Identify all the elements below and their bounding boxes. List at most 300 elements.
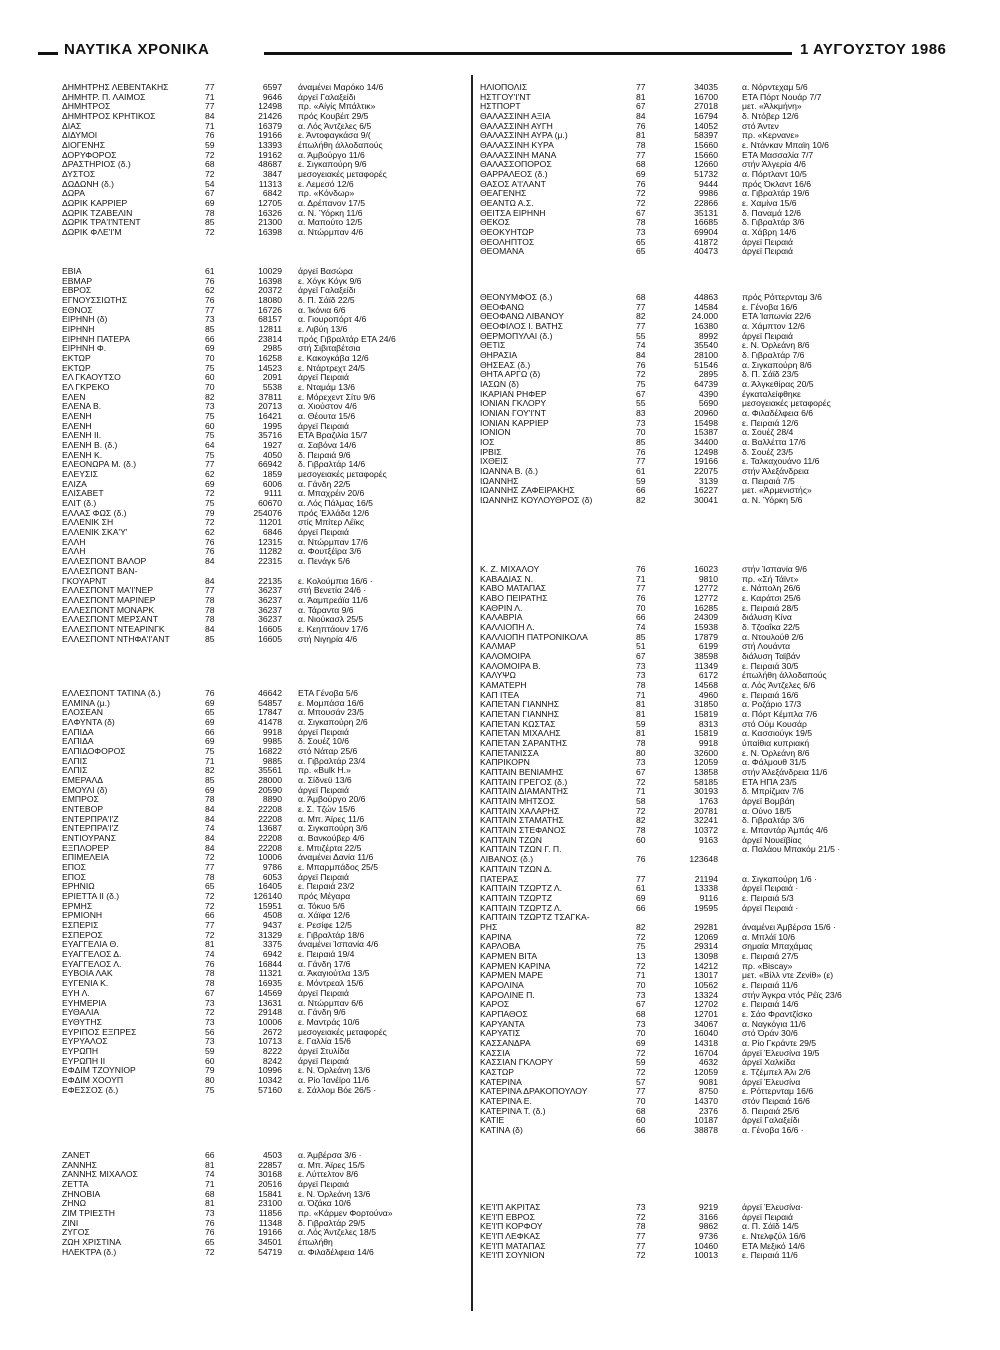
table-row bbox=[480, 380, 932, 390]
ship-name: ΘΕΤΙΣ bbox=[480, 341, 506, 351]
ship-name: ΕΛΠΙΔΑ bbox=[62, 737, 94, 747]
build-year: 73 bbox=[636, 228, 646, 238]
ship-name: ΕΡΜΗΣ bbox=[62, 901, 93, 911]
table-row bbox=[62, 83, 462, 93]
status: ε. Ρόττερνταμ 16/6 bbox=[742, 1087, 814, 1097]
tonnage: 5538 bbox=[262, 383, 282, 393]
build-year: 73 bbox=[636, 661, 646, 671]
tonnage: 16700 bbox=[694, 92, 718, 102]
build-year: 72 bbox=[636, 1212, 646, 1222]
table-row bbox=[62, 960, 462, 970]
table-row bbox=[62, 873, 462, 883]
ship-name: ΕΛ ΓΚΡΕΚΟ bbox=[62, 383, 110, 393]
table-row bbox=[480, 623, 932, 633]
tonnage: 38598 bbox=[694, 652, 718, 662]
table-row bbox=[62, 112, 462, 122]
table-row bbox=[480, 875, 932, 885]
tonnage: 17879 bbox=[694, 632, 718, 642]
ship-name: ΕΘΝΟΣ bbox=[62, 305, 93, 315]
ship-name: ΕΜΟΥΛΙ (δ) bbox=[62, 785, 108, 795]
build-year: 71 bbox=[205, 756, 215, 766]
tonnage: 123648 bbox=[689, 855, 718, 865]
tonnage: 17847 bbox=[258, 708, 282, 718]
ship-name: ΘΑΛΑΣΣΟΠΟΡΟΣ bbox=[480, 160, 552, 170]
build-year: 85 bbox=[636, 632, 646, 642]
tonnage: 19166 bbox=[258, 131, 282, 141]
table-row bbox=[480, 971, 932, 981]
table-row bbox=[62, 364, 462, 374]
ship-name: ΙΩΑΝΝΑ Β. (δ.) bbox=[480, 467, 539, 477]
ship-list-block bbox=[480, 565, 932, 1136]
status: στήν Άλγερία 4/6 bbox=[742, 160, 806, 170]
table-row bbox=[62, 489, 462, 499]
table-row bbox=[480, 797, 932, 807]
ship-name: ΕΛΛΗ bbox=[62, 547, 86, 557]
tonnage: 10713 bbox=[258, 1037, 282, 1047]
status: α. Γιβραλτάρ 19/6 bbox=[742, 189, 810, 199]
build-year: 72 bbox=[205, 1008, 215, 1018]
build-year: 68 bbox=[636, 160, 646, 170]
table-row bbox=[62, 911, 462, 921]
build-year: 81 bbox=[636, 92, 646, 102]
build-year: 66 bbox=[205, 727, 215, 737]
ship-name: ΗΣΤΠΟΡΤ bbox=[480, 102, 521, 112]
build-year: 76 bbox=[636, 360, 646, 370]
table-row bbox=[62, 1018, 462, 1028]
table-row bbox=[480, 247, 932, 257]
build-year: 62 bbox=[205, 528, 215, 538]
tonnage: 15660 bbox=[694, 141, 718, 151]
table-row bbox=[480, 584, 932, 594]
tonnage: 2091 bbox=[262, 373, 282, 383]
table-row bbox=[62, 776, 462, 786]
table-row bbox=[62, 834, 462, 844]
status: πρ. «Bulk H.» bbox=[298, 766, 351, 776]
status: α. Ντώρμπαν 17/6 bbox=[298, 537, 368, 547]
table-row bbox=[62, 528, 462, 538]
ship-name: ΚΑΠΤΑΙΝ ΔΙΑΜΑΝΤΗΣ bbox=[480, 787, 569, 797]
status: δ. Μπρίζμαν 7/6 bbox=[742, 787, 804, 797]
status: άργεϊ Έλευσίνα 19/5 bbox=[742, 1048, 820, 1058]
ship-name: ΛΙΒΑΝΟΣ (δ.) bbox=[480, 855, 534, 865]
table-row bbox=[480, 933, 932, 943]
status: α. Βαλλέττα 17/6 bbox=[742, 438, 806, 448]
table-row bbox=[62, 538, 462, 548]
build-year: 82 bbox=[636, 496, 646, 506]
build-year: 76 bbox=[205, 296, 215, 306]
tonnage: 16421 bbox=[258, 412, 282, 422]
status: ε. Ντελφζύλ 16/6 bbox=[742, 1232, 806, 1242]
build-year: 81 bbox=[636, 710, 646, 720]
ship-name: ΕΛΠΙΔΑ bbox=[62, 727, 94, 737]
table-row bbox=[62, 557, 462, 567]
ship-name: ΕΛ ΓΚΑΟΥΤΣΟ bbox=[62, 373, 121, 383]
ship-name: ΚΕ'Ι'Π ΜΑΤΑΠΑΣ bbox=[480, 1241, 546, 1251]
tonnage: 13324 bbox=[694, 990, 718, 1000]
build-year: 73 bbox=[636, 671, 646, 681]
ship-name: ΕΝΤΙΟΥΡΑΝΣ bbox=[62, 834, 117, 844]
ship-name: ΕΛΛΕΣΠΟΝΤ ΝΤΕΑΡΙΝΓΚ bbox=[62, 624, 165, 634]
ship-name: ΕΥΑΓΓΕΛΟΣ Δ. bbox=[62, 950, 122, 960]
ship-name: ΕΥΡΩΠΗ ΙΙ bbox=[62, 1056, 106, 1066]
tonnage: 12705 bbox=[258, 199, 282, 209]
status: α. Πενάγκ 5/6 bbox=[298, 557, 350, 567]
build-year: 77 bbox=[636, 322, 646, 332]
tonnage: 20960 bbox=[694, 409, 718, 419]
build-year: 58 bbox=[636, 797, 646, 807]
ship-name: ΖΩΗ ΧΡΙΣΤΙΝΑ bbox=[62, 1238, 122, 1248]
table-row bbox=[480, 238, 932, 248]
tonnage: 9918 bbox=[262, 727, 282, 737]
table-row bbox=[480, 981, 932, 991]
build-year: 66 bbox=[636, 613, 646, 623]
table-row bbox=[62, 441, 462, 451]
status: α. Σουέζ 28/4 bbox=[742, 428, 794, 438]
status: α. Ίκόνια 6/6 bbox=[298, 305, 346, 315]
ship-name: ΚΑΠΤΑΙΝ ΤΖΩΝ Δ. bbox=[480, 864, 553, 874]
ship-name: ΖΕΤΤΑ bbox=[62, 1180, 89, 1190]
ship-name: ΖΗΝΟΒΙΑ bbox=[62, 1189, 101, 1199]
status: ε. Σιγκαπούρη 9/6 bbox=[298, 160, 367, 170]
build-year: 84 bbox=[205, 112, 215, 122]
table-row bbox=[480, 749, 932, 759]
table-row bbox=[480, 681, 932, 691]
build-year: 77 bbox=[636, 1241, 646, 1251]
ship-name: ΚΑΤΕΡΙΝΑ Ε. bbox=[480, 1096, 532, 1106]
ship-name: ΚΕ'Ι'Π ΛΕΦΚΑΣ bbox=[480, 1232, 541, 1242]
build-year: 85 bbox=[636, 438, 646, 448]
build-year: 78 bbox=[636, 1222, 646, 1232]
status: α. Χάβρη 14/6 bbox=[742, 228, 797, 238]
ship-name: ΕΛΛΕΣΠΟΝΤ ΝΤΗΦΑ'Ι'ΑΝΤ bbox=[62, 634, 170, 644]
table-row bbox=[480, 228, 932, 238]
table-row bbox=[480, 642, 932, 652]
status: άναμένει Δανία 11/6 bbox=[298, 853, 374, 863]
status: στό Άντεν bbox=[742, 121, 779, 131]
ship-name: ΚΑΛΜΑΡ bbox=[480, 642, 516, 652]
table-row bbox=[480, 438, 932, 448]
table-row bbox=[62, 412, 462, 422]
ship-name: ΕΛΛΕΣΠΟΝΤ ΜΕΡΣΑΝΤ bbox=[62, 615, 158, 625]
status: διάλυση Κίνα bbox=[742, 613, 792, 623]
tonnage: 1995 bbox=[262, 421, 282, 431]
status: α. Τάραντα 9/6 bbox=[298, 605, 354, 615]
build-year: 82 bbox=[205, 766, 215, 776]
build-year: 72 bbox=[205, 150, 215, 160]
table-row bbox=[480, 855, 932, 865]
tonnage: 30041 bbox=[694, 496, 718, 506]
table-row bbox=[62, 1180, 462, 1190]
ship-name: ΚΑΣΣΙΑ bbox=[480, 1048, 511, 1058]
tonnage: 13017 bbox=[694, 971, 718, 981]
tonnage: 22857 bbox=[258, 1160, 282, 1170]
table-row bbox=[62, 499, 462, 509]
status: ε. Πειραιά 11/6 bbox=[742, 980, 798, 990]
build-year: 62 bbox=[205, 470, 215, 480]
build-year: 69 bbox=[205, 785, 215, 795]
tonnage: 9862 bbox=[698, 1222, 718, 1232]
table-row bbox=[480, 613, 932, 623]
build-year: 65 bbox=[205, 882, 215, 892]
tonnage: 18080 bbox=[258, 296, 282, 306]
status: άργεϊ Γαλαξείδι bbox=[298, 286, 356, 296]
status: α. Μαπούτο 12/5 bbox=[298, 218, 363, 228]
build-year: 66 bbox=[636, 903, 646, 913]
table-row bbox=[62, 625, 462, 635]
table-row bbox=[480, 604, 932, 614]
tonnage: 11313 bbox=[258, 179, 282, 189]
table-row bbox=[62, 1008, 462, 1018]
table-row bbox=[62, 882, 462, 892]
tonnage: 19166 bbox=[694, 457, 718, 467]
tonnage: 20713 bbox=[258, 402, 282, 412]
status: α. Λός Πάλμας 16/5 bbox=[298, 499, 373, 509]
build-year: 66 bbox=[205, 334, 215, 344]
tonnage: 22866 bbox=[694, 199, 718, 209]
table-row bbox=[480, 390, 932, 400]
status: α. Άμβέρσα 3/6 · bbox=[298, 1151, 362, 1160]
status: ε. Λύττελτον 8/6 bbox=[298, 1170, 359, 1180]
build-year: 60 bbox=[636, 1116, 646, 1126]
build-year: 73 bbox=[205, 315, 215, 325]
ship-name: ΕΥΗΜΕΡΙΑ bbox=[62, 998, 107, 1008]
ship-name: ΕΠΙΜΕΛΕΙΑ bbox=[62, 853, 109, 863]
status: στή Λουάντα bbox=[742, 642, 791, 652]
table-row bbox=[480, 448, 932, 458]
ship-name: ΕΛΙΣΑΒΕΤ bbox=[62, 489, 104, 499]
tonnage: 58185 bbox=[694, 777, 718, 787]
ship-name: ΚΑΤΕΡΙΝΑ Τ. (δ.) bbox=[480, 1106, 546, 1116]
build-year: 77 bbox=[636, 874, 646, 884]
table-row bbox=[480, 1078, 932, 1088]
build-year: 70 bbox=[636, 1029, 646, 1039]
tonnage: 8313 bbox=[698, 719, 718, 729]
tonnage: 15498 bbox=[694, 418, 718, 428]
table-row bbox=[480, 923, 932, 933]
tonnage: 14318 bbox=[694, 1038, 718, 1048]
ship-name: ΙΩΑΝΝΗΣ bbox=[480, 476, 519, 486]
ship-list-block bbox=[62, 83, 462, 238]
tonnage: 29314 bbox=[694, 942, 718, 952]
table-row bbox=[62, 863, 462, 873]
table-row bbox=[480, 160, 932, 170]
status: ε. Μπαρμπάδος 25/5 bbox=[298, 863, 378, 873]
status: α. Άαμπρεάϊα 11/6 bbox=[298, 595, 368, 605]
status: δ. Πειραιά 9/6 bbox=[298, 450, 351, 460]
ship-name: ΕΣΠΕΡΟΣ bbox=[62, 930, 103, 940]
status: πρ. «Σή Τάϊντ» bbox=[742, 574, 799, 584]
table-row bbox=[480, 1097, 932, 1107]
build-year: 55 bbox=[636, 331, 646, 341]
ship-name: ΚΑΘΡΙΝ Λ. bbox=[480, 603, 523, 613]
build-year: 76 bbox=[205, 276, 215, 286]
table-row bbox=[480, 122, 932, 132]
status: έπωλήθη άλλοδαπούς bbox=[298, 141, 383, 151]
table-row bbox=[62, 1199, 462, 1209]
status: ε. Καράτσι 25/6 bbox=[742, 594, 801, 604]
tonnage: 16822 bbox=[258, 747, 282, 757]
ship-name: ΕΥΡΥΑΛΟΣ bbox=[62, 1037, 108, 1047]
table-row bbox=[480, 209, 932, 219]
build-year: 84 bbox=[205, 557, 215, 567]
table-row bbox=[62, 1028, 462, 1038]
status: α. Φιλαδέλφεια 14/6 bbox=[298, 1247, 374, 1257]
ship-name: ΗΛΙΟΠΟΛΙΣ bbox=[480, 83, 528, 92]
build-year: 68 bbox=[636, 1106, 646, 1116]
table-row bbox=[62, 373, 462, 383]
table-row bbox=[62, 122, 462, 132]
ship-name: ΙΚΑΡΙΑΝ ΡΗΦΕΡ bbox=[480, 389, 547, 399]
ship-name: ΔΗΜΗΤΡ. Π. ΛΑΙΜΟΣ bbox=[62, 92, 146, 102]
tonnage: 9786 bbox=[262, 863, 282, 873]
table-row bbox=[62, 931, 462, 941]
build-year: 81 bbox=[636, 131, 646, 141]
tonnage: 1763 bbox=[698, 797, 718, 807]
tonnage: 20590 bbox=[258, 785, 282, 795]
table-row bbox=[480, 1116, 932, 1126]
ship-name: ΕΣΠΕΡΙΣ bbox=[62, 921, 99, 931]
ship-name: ΖΥΓΟΣ bbox=[62, 1228, 90, 1238]
status: άργεϊ Χαλκίδα bbox=[742, 1058, 796, 1068]
tonnage: 16726 bbox=[258, 305, 282, 315]
ship-name: ΕΦΕΣΣΟΣ (δ.) bbox=[62, 1085, 119, 1095]
ship-name: ΚΑΣΤΩΡ bbox=[480, 1067, 515, 1077]
table-row bbox=[480, 1203, 932, 1213]
status: α. Παλάου Μπακόμ 21/5 · bbox=[742, 845, 841, 855]
status: άργεϊ Πειραιά bbox=[298, 785, 349, 795]
status: α. Γάνδη 9/6 bbox=[298, 1008, 346, 1018]
tonnage: 69904 bbox=[694, 228, 718, 238]
ship-name: ΕΛΕΝ bbox=[62, 392, 86, 402]
ship-name: ΕΛΕΝΑ Β. bbox=[62, 402, 102, 412]
table-row bbox=[480, 575, 932, 585]
ship-name: ΚΑΡΥΑΝΤΑ bbox=[480, 1019, 525, 1029]
tonnage: 12660 bbox=[694, 160, 718, 170]
table-row bbox=[480, 729, 932, 739]
status: άργεϊ Βασώρα bbox=[298, 267, 353, 276]
tonnage: 16605 bbox=[258, 624, 282, 634]
build-year: 84 bbox=[636, 351, 646, 361]
ship-name: ΕΥΑΓΓΕΛΟΣ Λ. bbox=[62, 959, 122, 969]
tonnage: 2672 bbox=[262, 1027, 282, 1037]
build-year: 62 bbox=[205, 286, 215, 296]
status: άργεϊ Πειραιά · bbox=[742, 903, 799, 913]
ship-name: ΕΛΛΕΝΙΚ ΣΗ bbox=[62, 518, 114, 528]
tonnage: 29281 bbox=[694, 922, 718, 932]
ship-name: ΕΜΕΡΑΛΔ bbox=[62, 776, 103, 786]
tonnage: 16227 bbox=[694, 486, 718, 496]
tonnage: 6846 bbox=[262, 528, 282, 538]
tonnage: 6006 bbox=[262, 479, 282, 489]
ship-name: ΚΕ'Ι'Π ΚΟΡΦΟΥ bbox=[480, 1222, 543, 1232]
status: πρός Μέγαρα bbox=[298, 892, 351, 902]
build-year: 74 bbox=[636, 341, 646, 351]
table-row bbox=[480, 652, 932, 662]
build-year: 77 bbox=[636, 150, 646, 160]
tonnage: 11348 bbox=[258, 1218, 282, 1228]
status: ε. Πειραιά 23/2 bbox=[298, 882, 355, 892]
build-year: 77 bbox=[205, 102, 215, 112]
table-row bbox=[62, 1066, 462, 1076]
ship-name: ΚΑΠΕΤΑΝ ΚΩΣΤΑΣ bbox=[480, 719, 556, 729]
build-year: 71 bbox=[205, 121, 215, 131]
ship-name: ΕΥΓΕΝΙΑ Κ. bbox=[62, 979, 109, 989]
status: α. Βανκούβερ 4/6 bbox=[298, 834, 365, 844]
tonnage: 12811 bbox=[258, 325, 282, 335]
ship-name: ΙΑΣΩΝ (δ) bbox=[480, 380, 519, 390]
build-year: 85 bbox=[205, 325, 215, 335]
ship-name: ΕΛΜΙΝΑ (μ.) bbox=[62, 698, 110, 708]
tonnage: 30193 bbox=[694, 787, 718, 797]
build-year: 76 bbox=[636, 447, 646, 457]
status: α. Μπαχρέιν 20/6 bbox=[298, 489, 365, 499]
tonnage: 36237 bbox=[258, 615, 282, 625]
status: ύπαίθια κυπριακή bbox=[742, 739, 810, 749]
ship-name: ΚΑΠΤΑΙΝ ΜΗΤΣΟΣ bbox=[480, 797, 555, 807]
tonnage: 22208 bbox=[258, 814, 282, 824]
ship-name: ΘΑΛΑΣΣΙΝΗ ΑΞΙΑ bbox=[480, 112, 551, 122]
table-row bbox=[62, 393, 462, 403]
status: δ. Γιβραλτάρ 7/6 bbox=[742, 351, 805, 361]
ship-name: ΙΡΒΙΣ bbox=[480, 447, 502, 457]
status: ε. Νταμάμ 13/6 bbox=[298, 383, 356, 393]
build-year: 82 bbox=[636, 922, 646, 932]
status: μεσογειακές μεταφορές bbox=[298, 1027, 387, 1037]
status: πρ. «Κάρμεν Φορτούνα» bbox=[298, 1209, 393, 1219]
table-row bbox=[62, 853, 462, 863]
status: α. Ροζάριο 17/3 bbox=[742, 700, 802, 710]
status: ΕΤΑ Ίαπωνία 22/6 bbox=[742, 312, 812, 322]
table-row bbox=[62, 824, 462, 834]
tonnage: 11321 bbox=[258, 969, 282, 979]
ship-list-block bbox=[480, 293, 932, 506]
tonnage: 68157 bbox=[258, 315, 282, 325]
status: α. Ούνο 18/5 bbox=[742, 806, 792, 816]
table-row bbox=[62, 431, 462, 441]
status: ε. Πειραιά 28/5 bbox=[742, 603, 799, 613]
ship-name: ΚΑΡΟΛΙΝΑ bbox=[480, 980, 524, 990]
build-year: 67 bbox=[636, 768, 646, 778]
tonnage: 12498 bbox=[694, 447, 718, 457]
table-row bbox=[62, 1190, 462, 1200]
build-year: 75 bbox=[205, 431, 215, 441]
table-row bbox=[480, 370, 932, 380]
table-row bbox=[480, 1213, 932, 1223]
status: ε. Ν. Όρλεάνη 13/6 bbox=[298, 1066, 371, 1076]
ship-name: ΘΗΣΕΑΣ (δ.) bbox=[480, 360, 531, 370]
status: ε. Γιβραλτάρ 18/6 bbox=[298, 930, 365, 940]
status: ε. Χόγκ Κόγκ 9/6 bbox=[298, 276, 362, 286]
status: α. Γένοβα 16/6 · bbox=[742, 1125, 804, 1135]
build-year: 70 bbox=[205, 383, 215, 393]
tonnage: 10013 bbox=[694, 1251, 718, 1261]
tonnage: 10006 bbox=[258, 1017, 282, 1027]
build-year: 67 bbox=[636, 102, 646, 112]
build-year: 67 bbox=[636, 652, 646, 662]
table-row bbox=[480, 913, 932, 923]
status: α. Χάμπτον 12/6 bbox=[742, 322, 805, 332]
build-year: 85 bbox=[205, 634, 215, 644]
status: α. Άλγκεθίρας 20/5 bbox=[742, 380, 814, 390]
build-year: 67 bbox=[205, 988, 215, 998]
build-year: 73 bbox=[636, 418, 646, 428]
build-year: 68 bbox=[636, 1009, 646, 1019]
status: ε. Πειραιά 30/5 bbox=[742, 661, 799, 671]
table-row bbox=[480, 710, 932, 720]
tonnage: 24309 bbox=[694, 613, 718, 623]
table-row bbox=[62, 131, 462, 141]
tonnage: 16258 bbox=[258, 354, 282, 364]
